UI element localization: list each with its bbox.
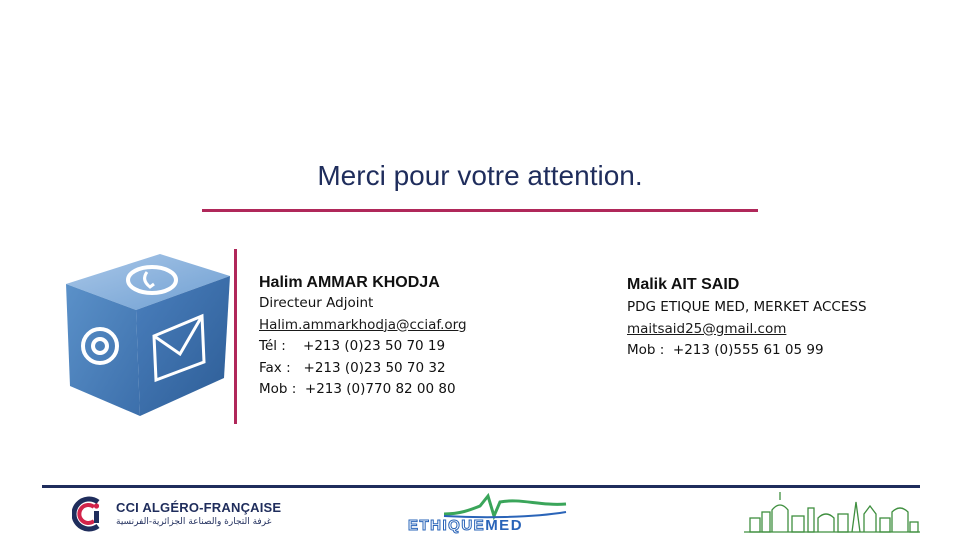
ethique-text: ETHIQUE bbox=[408, 517, 486, 534]
contact1-tel: Tél : +213 (0)23 50 70 19 bbox=[259, 338, 446, 354]
contact1-mob: Mob : +213 (0)770 82 00 80 bbox=[259, 381, 456, 397]
slide-title: Merci pour votre attention. bbox=[317, 160, 643, 191]
contact-cube-icon bbox=[52, 250, 238, 420]
cci-name: CCI ALGÉRO-FRANÇAISE bbox=[116, 500, 282, 515]
city-skyline-icon bbox=[742, 488, 922, 536]
med-text: MED bbox=[485, 517, 524, 534]
contact1-details bbox=[259, 293, 467, 401]
contact-divider bbox=[234, 249, 237, 424]
title-underline bbox=[202, 209, 758, 212]
contact1-role: Directeur Adjoint bbox=[259, 295, 374, 311]
contact1-email-link[interactable]: Halim.ammarkhodja@cciaf.org bbox=[259, 316, 467, 333]
contact2-mob: Mob : +213 (0)555 61 05 99 bbox=[627, 342, 824, 358]
contact1-name: Halim AMMAR KHODJA bbox=[259, 274, 440, 291]
ethiquemed-logo-text bbox=[408, 517, 523, 534]
ethique-wave-icon bbox=[440, 492, 570, 520]
cci-logo-icon bbox=[72, 494, 104, 534]
contact2-email-link[interactable]: maitsaid25@gmail.com bbox=[627, 320, 787, 337]
contact2-name: Malik AIT SAID bbox=[627, 276, 740, 293]
contact2-details bbox=[627, 297, 867, 362]
contact1-fax: Fax : +213 (0)23 50 70 32 bbox=[259, 359, 446, 376]
cci-arabic-name: غرفة التجارة والصناعة الجزائرية-الفرنسية bbox=[116, 517, 272, 527]
contact2-role: PDG ETIQUE MED, MERKET ACCESS bbox=[627, 299, 867, 315]
